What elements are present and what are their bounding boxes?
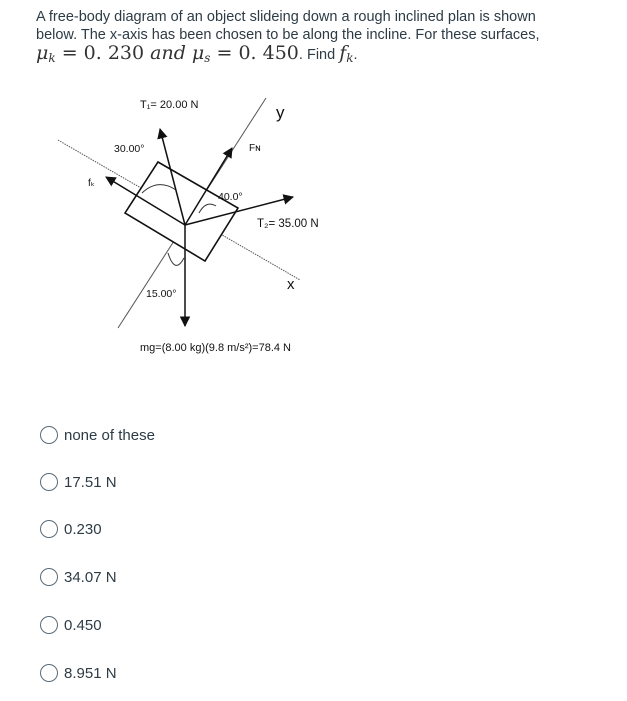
mu-s-subscript: s: [204, 51, 211, 65]
mu-s-value: = 0. 450: [216, 42, 299, 64]
radio-button[interactable]: [40, 568, 58, 586]
x-axis-label: x: [287, 276, 295, 293]
y-axis-label: y: [276, 103, 285, 122]
find-period: .: [298, 47, 303, 63]
mu-k-symbol: μ: [36, 42, 49, 64]
radio-button[interactable]: [40, 426, 58, 444]
radio-button[interactable]: [40, 473, 58, 491]
radio-button[interactable]: [40, 616, 58, 634]
fk-label: fₖ: [88, 178, 96, 189]
option-0-230[interactable]: [40, 518, 102, 540]
mu-k-subscript: k: [48, 51, 56, 65]
option-8-951-n[interactable]: [40, 662, 117, 684]
and-word: and: [150, 42, 186, 64]
weight-label: mg=(8.00 kg)(9.8 m/s²)=78.4 N: [140, 342, 292, 354]
t1-label: T₁= 20.00 N: [140, 99, 199, 111]
radio-button[interactable]: [40, 664, 58, 682]
mu-s-symbol: μ: [191, 42, 205, 64]
option-label: 8.951 N: [64, 664, 117, 682]
angle-40-label: 40.0°: [218, 191, 243, 203]
option-label: none of these: [64, 426, 155, 444]
option-label: 34.07 N: [64, 568, 117, 586]
fn-label: Fɴ: [249, 143, 261, 154]
angle-30-label: 30.00°: [114, 143, 145, 155]
radio-button[interactable]: [40, 520, 58, 538]
mu-k-value: = 0. 230: [61, 42, 145, 64]
angle-15-label: 15.00°: [146, 288, 177, 300]
option-label: 0.230: [64, 520, 102, 538]
question-line-1: A free-body diagram of an object slideing down a rough inclined plan is shown: [36, 9, 536, 25]
angle-arc-15: [168, 253, 184, 265]
option-17-51-n[interactable]: [40, 471, 117, 493]
option-label: 17.51 N: [64, 473, 117, 491]
option-34-07-n[interactable]: [40, 566, 117, 588]
t2-label: T₂= 35.00 N: [257, 218, 319, 230]
find-word: Find: [306, 47, 336, 63]
end-period: .: [353, 47, 358, 63]
option-0-450[interactable]: [40, 614, 102, 636]
f-k-subscript: k: [346, 51, 354, 65]
option-none-of-these[interactable]: [40, 424, 155, 446]
question-line-2: below. The x-axis has been chosen to be along the incline. For these surfaces,: [36, 27, 540, 43]
option-label: 0.450: [64, 616, 102, 634]
f-k-symbol: f: [339, 42, 347, 64]
